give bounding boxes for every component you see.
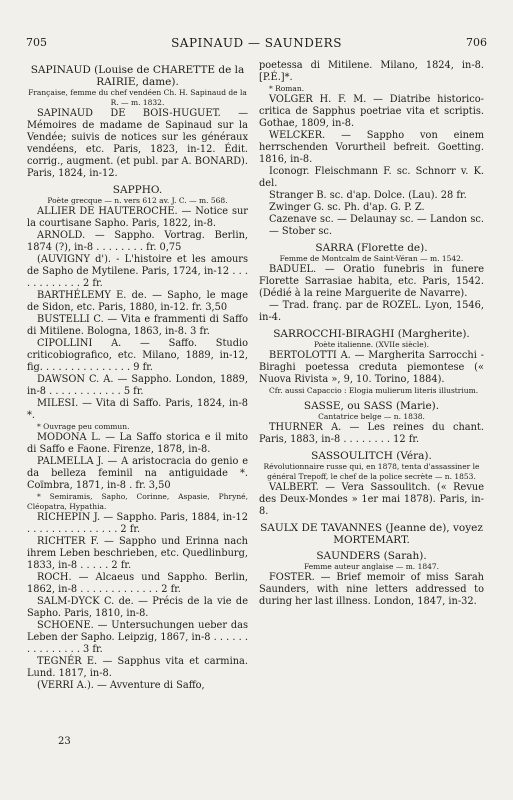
running-title: SAPINAUD — SAUNDERS bbox=[171, 36, 342, 50]
bib-entry: PALMELLA J. — A aristocracia do genio e da belleza feminil na antiguidade *. Coïmbra, 1871, in-8 . fr. 3,50 bbox=[27, 456, 248, 491]
running-header bbox=[26, 36, 487, 52]
left-column bbox=[27, 60, 248, 692]
bib-entry: DAWSON C. A. — Sappho. London, 1889, in-8 . . . . . . . . . . . . 5 fr. bbox=[27, 374, 248, 397]
bib-entry: SCHOENE. — Untersuchungen ueber das Leben der Sapho. Leipzig, 1867, in-8 . . . . . . . . . . . . . . . 3 fr. bbox=[27, 620, 248, 655]
bib-entry: VOLGER H. F. M. — Diatribe historico-critica de Sapphus poetriae vita et scriptis. Gothae, 1809, in-8. bbox=[259, 94, 484, 129]
bib-heading: SASSOULITCH (Véra). bbox=[311, 450, 432, 462]
bib-entry: BERTOLOTTI A. — Margherita Sarrocchi - Biraghi poetessa creduta piemontese (« Nuova Rivista », 9, 10. Torino, 1884). bbox=[259, 350, 484, 385]
bib-heading: SAUNDERS (Sarah). bbox=[316, 550, 427, 562]
bib-entry: ALLIER DE HAUTEROCHE. — Notice sur la courtisane Sapho. Paris, 1822, in-8. bbox=[27, 206, 248, 229]
bib-entry: — Trad. franç. par de ROZEL. Lyon, 1546, in-4. bbox=[259, 300, 484, 323]
bib-head-note: Femme de Montcalm de Saint-Véran — m. 1542. bbox=[279, 254, 464, 263]
bib-entry: WELCKER. — Sappho von einem herrschenden Vorurtheil befreit. Goetting. 1816, in-8. bbox=[259, 130, 484, 165]
bib-entry: RICHTER F. — Sappho und Erinna nach ihrem Leben beschrieben, etc. Quedlinburg, 1833, in-8 . . . . . 2 fr. bbox=[27, 536, 248, 571]
page-number-left: 705 bbox=[26, 36, 47, 49]
right-column bbox=[259, 60, 484, 608]
bib-heading: SASSE, ou SASS (Marie). bbox=[303, 400, 440, 412]
bib-entry: (AUVIGNY d'). - L'histoire et les amours de Sapho de Mytilene. Paris, 1724, in-12 . . . . . . . . . . . . 2 fr. bbox=[27, 254, 248, 289]
bib-entry: ARNOLD. — Sappho. Vortrag. Berlin, 1874 (?), in-8 . . . . . . . . fr. 0,75 bbox=[27, 230, 248, 253]
bib-heading: SAPPHO. bbox=[112, 184, 163, 196]
bib-heading: SAPINAUD (Louise de CHARETTE de la RAIRIE, dame). bbox=[30, 64, 245, 88]
bib-iconogr-indent: Stranger B. sc. d'ap. Dolce. (Lau). 28 fr. bbox=[269, 190, 467, 201]
bib-heading: SARRA (Florette de). bbox=[315, 242, 428, 254]
bib-entry: TEGNÉR E. — Sapphus vita et carmina. Lund. 1817, in-8. bbox=[27, 656, 248, 679]
bib-entry: (VERRI A.). — Avventure di Saffo, bbox=[37, 680, 205, 691]
page-number-right: 706 bbox=[466, 36, 487, 49]
bib-heading: SAULX DE TAVANNES (Jeanne de), voyez MORTEMART. bbox=[260, 522, 483, 546]
bib-entry: VALBERT. — Vera Sassoulitch. (« Revue des Deux-Mondes » 1er mai 1878). Paris, in-8. bbox=[259, 482, 484, 517]
bib-heading: SARROCCHI-BIRAGHI (Margherite). bbox=[273, 328, 470, 340]
bib-entry: MILESI. — Vita di Saffo. Paris, 1824, in-8 *. bbox=[27, 398, 248, 421]
bib-entry: BADUEL. — Oratio funebris in funere Florette Sarrasiae habita, etc. Paris, 1542. (Dédié à la reine Marguerite de Navarre). bbox=[259, 264, 484, 299]
bib-head-note: Révolutionnaire russe qui, en 1878, tenta d'assassiner le général Trepoff, le chef de la police secrète — n. 1853. bbox=[263, 462, 480, 481]
bib-head-note: Poète grecque — n. vers 612 av. J. C. — m. 568. bbox=[47, 196, 228, 205]
bib-entry: SALM-DYCK C. de. — Précis de la vie de Sapho. Paris, 1810, in-8. bbox=[27, 596, 248, 619]
bib-note: * Ouvrage peu commun. bbox=[37, 422, 130, 431]
signature-mark: 23 bbox=[58, 736, 71, 747]
bib-head-note: Française, femme du chef vendéen Ch. H. Sapinaud de la R. — m. 1832. bbox=[28, 88, 247, 107]
bib-entry: CIPOLLINI A. — Saffo. Studio criticobiografico, etc. Milano, 1889, in-12, fig. . . . . . . . . . . . . . . 9 fr. bbox=[27, 338, 248, 373]
bib-head-note: Femme auteur anglaise — m. 1847. bbox=[303, 562, 440, 571]
bib-entry: RICHEPIN J. — Sappho. Paris, 1884, in-12 . . . . . . . . . . . . . . . 2 fr. bbox=[27, 512, 248, 535]
bib-entry: BARTHÉLEMY E. de. — Sapho, le mage de Sidon, etc. Paris, 1880, in-12. fr. 3,50 bbox=[27, 290, 248, 313]
bib-head-note: Poète italienne. (XVIIe siècle). bbox=[314, 340, 429, 349]
bib-entry: BUSTELLI C. — Vita e frammenti di Saffo di Mitilene. Bologna, 1863, in-8. 3 fr. bbox=[27, 314, 248, 337]
bib-entry: FOSTER. — Brief memoir of miss Sarah Saunders, with nine letters addressed to during her last illness. London, 1847, in-32. bbox=[259, 572, 484, 607]
bib-note: * Roman. bbox=[269, 84, 305, 93]
bib-entry: SAPINAUD DE BOIS-HUGUET. — Mémoires de madame de Sapinaud sur la Vendée; suivis de notices sur les généraux vendéens, etc. Paris, 1823, in-12. Édit. corrig., augment. (et publ. par A. BONARD). Paris, 1824, in-12. bbox=[27, 108, 248, 179]
bib-note: * Semiramis, Sapho, Corinne, Aspasie, Phryné, Cléopatra, Hypathia. bbox=[27, 492, 248, 511]
bib-entry: THURNER A. — Les reines du chant. Paris, 1883, in-8 . . . . . . . . 12 fr. bbox=[259, 422, 484, 445]
bib-head-note: Cantatrice belge — n. 1838. bbox=[318, 412, 425, 421]
bib-entry: ROCH. — Alcaeus und Sappho. Berlin, 1862, in-8 . . . . . . . . . . . . . 2 fr. bbox=[27, 572, 248, 595]
bib-continuation: poetessa di Mitilene. Milano, 1824, in-8. [P.É.]*. bbox=[259, 60, 484, 83]
bib-entry: MODONA L. — La Saffo storica e il mito di Saffo e Faone. Firenze, 1878, in-8. bbox=[27, 432, 248, 455]
bib-iconogr: Iconogr. Fleischmann F. sc. Schnorr v. K. del. bbox=[259, 166, 484, 189]
bib-iconogr-indent: Zwinger G. sc. Ph. d'ap. G. P. Z. bbox=[269, 202, 425, 213]
bib-iconogr-indent: Cazenave sc. — Delaunay sc. — Landon sc. — Stober sc. bbox=[269, 214, 484, 237]
bib-note: Cfr. aussi Capaccio : Elogia mulierum literis illustrium. bbox=[269, 386, 479, 395]
